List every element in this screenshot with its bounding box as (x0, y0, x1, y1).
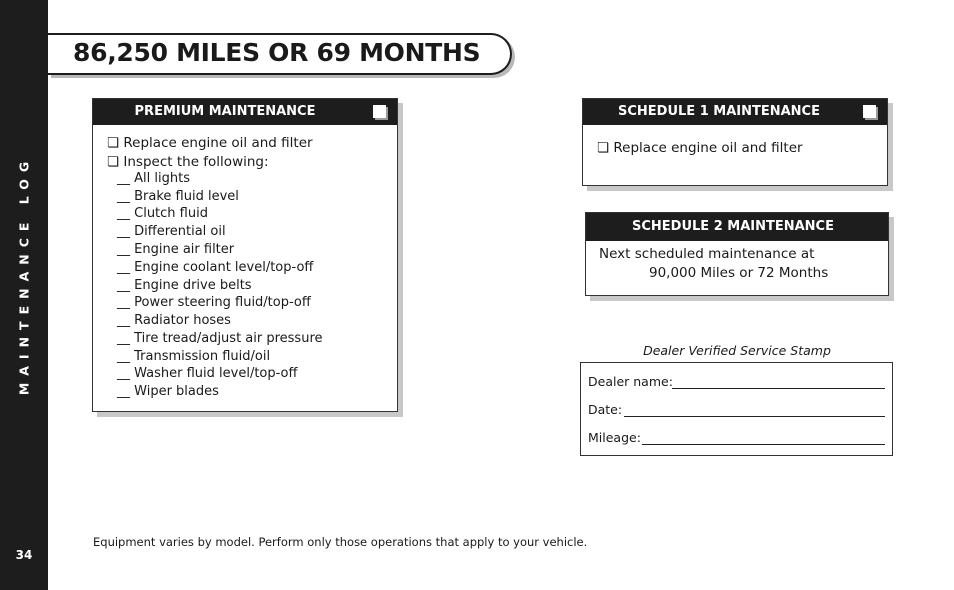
inspect-item: __ Engine drive belts (117, 278, 252, 293)
dealer-name-row (588, 374, 885, 392)
page-title: 86,250 MILES OR 69 MONTHS (73, 38, 481, 67)
sidebar-label: MAINTENANCE LOG (16, 154, 32, 396)
schedule-1-box (582, 98, 888, 186)
inspect-item: __ Radiator hoses (117, 313, 231, 328)
sidebar (0, 0, 48, 590)
schedule-1-heading: SCHEDULE 1 MAINTENANCE (618, 104, 820, 119)
inspect-item: __ Wiper blades (117, 384, 219, 399)
inspect-item: __ Engine coolant level/top-off (117, 260, 314, 275)
date-blank[interactable] (624, 416, 885, 417)
premium-item: ❏ Inspect the following: (107, 154, 269, 170)
schedule-1-item: ❏ Replace engine oil and filter (597, 140, 803, 156)
inspect-item: __ Engine air filter (117, 242, 235, 257)
inspect-item: __ Differential oil (117, 224, 226, 239)
premium-maintenance-box (92, 98, 398, 412)
inspect-item: __ All lights (117, 171, 190, 186)
schedule-1-header (583, 99, 887, 125)
dealer-stamp-box (580, 362, 893, 456)
premium-item: ❏ Replace engine oil and filter (107, 135, 313, 151)
mileage-label: Mileage: (588, 430, 641, 445)
premium-maintenance-header (93, 99, 397, 125)
next-maintenance-value: 90,000 Miles or 72 Months (649, 265, 829, 281)
schedule-2-heading: SCHEDULE 2 MAINTENANCE (632, 219, 834, 234)
inspect-item: __ Clutch fluid (117, 206, 208, 221)
page-number: 34 (15, 548, 33, 562)
mileage-row (588, 430, 885, 448)
dealer-name-label: Dealer name: (588, 374, 673, 389)
stamp-caption: Dealer Verified Service Stamp (643, 343, 831, 358)
mileage-blank[interactable] (642, 444, 885, 445)
schedule-2-box (585, 212, 889, 296)
inspect-item: __ Tire tread/adjust air pressure (117, 331, 323, 346)
checkbox-icon (373, 105, 386, 118)
premium-maintenance-heading: PREMIUM MAINTENANCE (134, 104, 316, 119)
date-label: Date: (588, 402, 623, 417)
inspect-item: __ Power steering fluid/top-off (117, 295, 311, 310)
checkbox-icon (863, 105, 876, 118)
inspect-item: __ Washer fluid level/top-off (117, 366, 298, 381)
title-banner (48, 33, 512, 75)
next-maintenance-text: Next scheduled maintenance at (599, 246, 815, 262)
schedule-2-header (586, 213, 888, 241)
inspect-item: __ Brake fluid level (117, 189, 239, 204)
date-row (588, 402, 885, 420)
inspect-item: __ Transmission fluid/oil (117, 349, 271, 364)
footer-note: Equipment varies by model. Perform only those operations that apply to your vehicle. (93, 535, 588, 549)
dealer-name-blank[interactable] (672, 388, 885, 389)
